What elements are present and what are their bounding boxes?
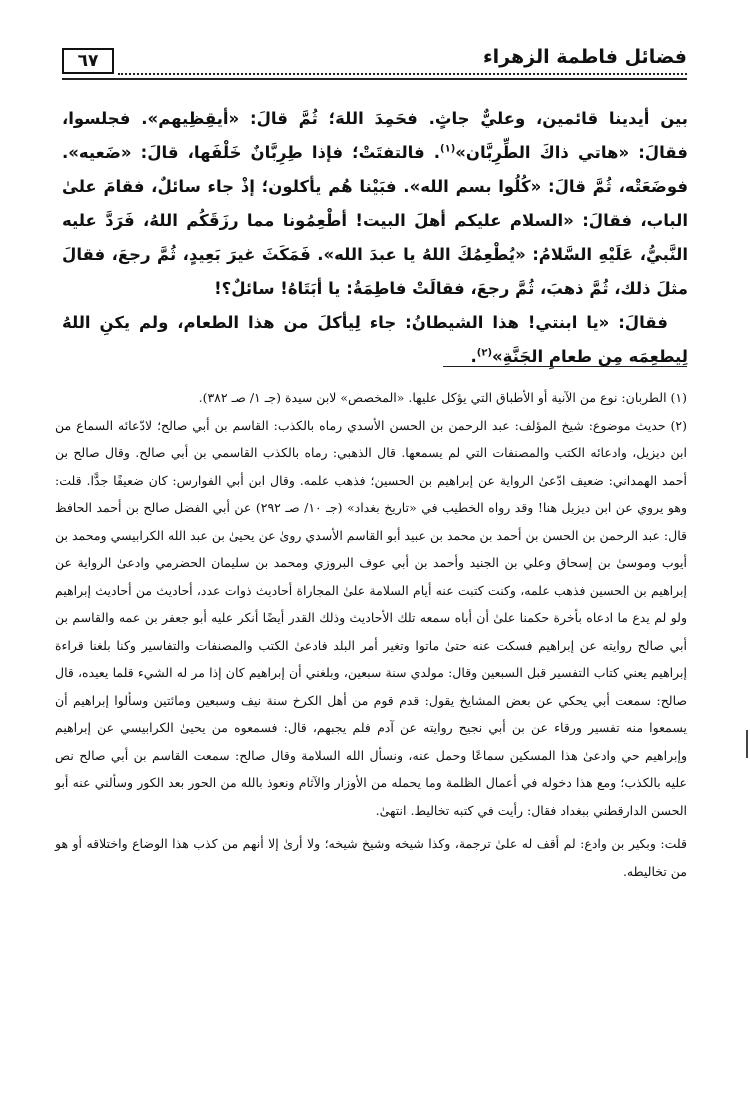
header-dotted-rule xyxy=(118,73,687,75)
header-rule xyxy=(62,78,687,80)
running-title: فضائل فاطمة الزهراء xyxy=(482,46,687,68)
footnote-ref-1[interactable]: (١) xyxy=(440,143,456,155)
page-number: ٦٧ xyxy=(62,48,114,74)
paragraph: بين أيدينا قائمين، وعليٌّ جاثٍ. فحَمِدَ اللهَ؛ ثُمَّ قالَ: «أيقِظِيهم». فجلسوا، فقالَ: «هاتي ذاكَ الطِّرِبَّان»$^{(١)}$. فالتفتَتْ؛ فإذا طِرِبَّانٌ خَلْفَها، قالَ: «ضَعيه». فوضَعَتْه، ثُمَّ قالَ: «كُلُوا بسم الله». فبَيْنا هُم يأكلون؛ إذْ جاء سائلٌ، فقامَ علىٰ الباب، فقالَ: «السلام عليكم أهلَ البيت! أطْعِمُونا مما رزَقَكُم اللهُ، فَرَدَّ عليه النَّبيُّ، عَلَيْهِ السَّلامُ: «يُطْعِمُكَ اللهُ يا عبدَ الله». فَمَكَثَ غيرَ بَعِيدٍ، ثُمَّ رجعَ، فقالَ مثلَ ذلك، ثُمَّ ذهبَ، ثُمَّ رجعَ، فقالَتْ فاطِمَةُ: يا أبَتَاهُ! سائلٌ؟! xyxy=(62,109,688,298)
main-text xyxy=(62,102,688,374)
footnote-separator xyxy=(443,366,687,367)
footnote-2: (٢) حديث موضوع: شيخ المؤلف: عبد الرحمن بن الحسن الأسدي رماه بالكذب: القاسم بن أبي صالح؛ لادّعائه السماع من ابن ديزيل، وادعائه الكتب والمصنفات التي لم يسمعها. قال الذهبي: رماه بالكذب القاسمي بن أبي صالح. وقال صالح بن أحمد الهمداني: ضعيف ادّعىٰ الرواية عن إبراهيم بن الحسين؛ فذهب علمه. وقال ابن أبي الفوارس: كان ضعيفًا جدًّا. قلت: وهو يروي عن ابن ديزيل هنا! وقد رواه الخطيب في «تاريخ بغداد» (جـ ١٠/ صـ ٢٩٢) عن أبي الفضل صالح بن أحمد الحافظ قال: عبد الرحمن بن الحسن بن أحمد بن محمد بن عبيد أبو القاسم الأسدي روىٰ عن يحيىٰ بن عبد الله الكرابيسي ومحمد بن أيوب وموسىٰ بن إسحاق وعلي بن الجنيد وأحمد بن أبي عوف البروزي ومحمد بن سليمان الحضرمي وادعىٰ الرواية عن إبراهيم بن الحسين فذهب علمه، وكنت كتبت عنه أيام السلامة علىٰ المجاراة أحاديث ذوات عدد، أحاديث من أحاديث إبراهيم ولو لم يدع ما ادعاه بأخرة حكمنا علىٰ أن أباه سمعه تلك الأحاديث وذلك القدر أيضًا أنكر عليه أبو جعفر بن عمه والقاسم بن أبي صالح روايته عن إبراهيم فسكت عنه حتىٰ ماتوا وتغير أمر البلد فادعىٰ الكتب والمصنفات والتفاسير وكنا بلغنا قراءة إبراهيم يعني كتاب التفسير قبل السبعين وقال: مولدي سنة سبعين، وبلغني أن إبراهيم كان إذا مر له الشيء قلما يعيده، قال صالح: سمعت أبي يحكي عن بعض المشايخ يقول: قدم قوم من أهل الكرخ سنة نيف وسبعين ومائتين وسألوا إبراهيم أن يسمعوا منه تفسير ورقاء عن بن أبي نجيح روايته عن آدم فلم يجبهم، قال: فسمعوه من يحيىٰ الكرابيسي عن إبراهيم وإبراهيم حي وادعىٰ هذا المسكين سماعًا وحمل عنه، ونسأل الله السلامة وقال صالح: سمعت القاسم بن أبي صالح نص عليه بالكذب؛ ومع هذا دخوله في أعمال الظلمة وما يحمله من الأوزار والآثام ونعوذ بالله من الحور بعد الكور وسألني عنه أبو الحسن الدارقطني ببغداد فقال: رأيت في كتبه تخاليط. انتهىٰ. xyxy=(55,417,687,818)
footnotes xyxy=(55,384,687,885)
scan-margin-mark xyxy=(746,730,748,758)
paragraph: فقالَ: «يا ابنتي! هذا الشيطانُ: جاء لِيأكلَ من هذا الطعام، ولم يكنِ اللهُ لِيطعِمَه مِن طعامِ الجَنَّةِ»$^{(٢)}$. xyxy=(62,313,688,366)
footnote-1: (١) الطربان: نوع من الآنية أو الأطباق التي يؤكل عليها. «المخصص» لابن سيدة (جـ ١/ صـ ٣٨٢). xyxy=(198,390,687,405)
page-header xyxy=(62,48,687,78)
footnote-ref-2[interactable]: (٢) xyxy=(476,347,493,359)
editor-note: قلت: وبكير بن وادع: لم أقف له علىٰ ترجمة، وكذا شيخه وشيخ شيخه؛ ولا أرىٰ إلا أنهم من كذب هذا الوضاع واختلاقه أو هو من تخاليطه. xyxy=(55,836,687,879)
